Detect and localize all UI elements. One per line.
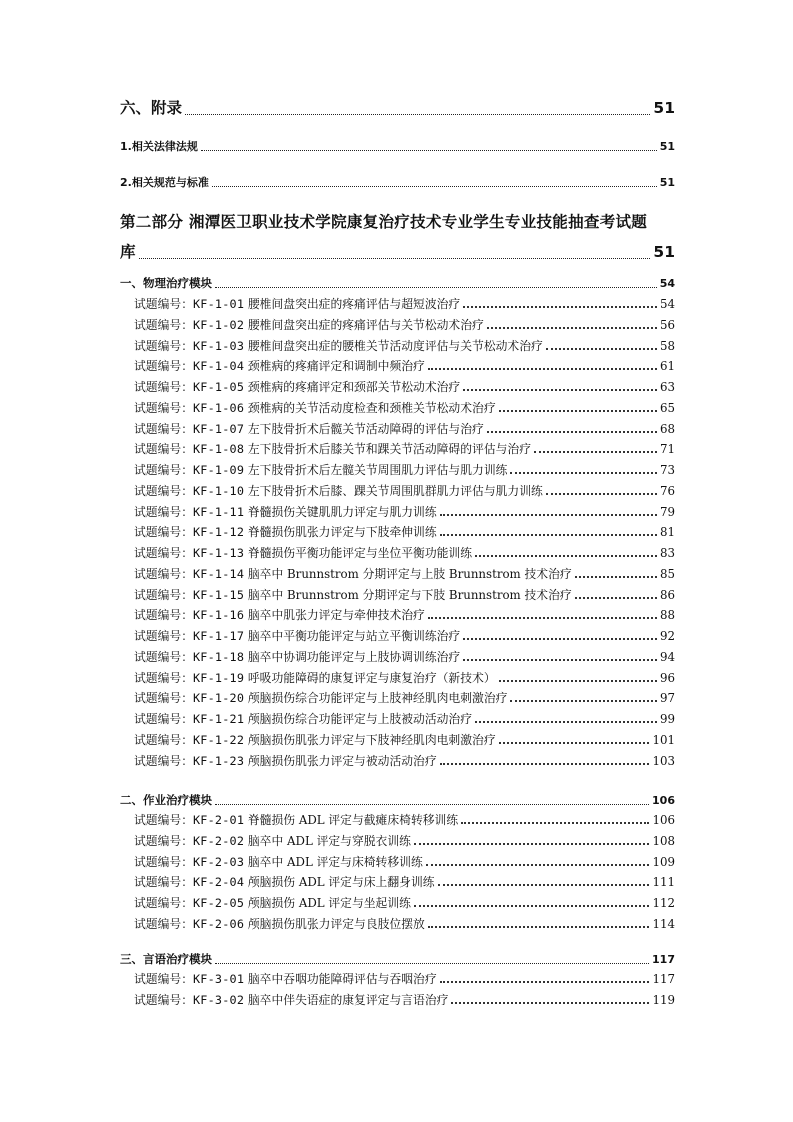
toc-item-text <box>134 337 543 354</box>
toc-item-prefix: 试题编号： <box>134 813 193 827</box>
dot-leader <box>461 822 649 824</box>
toc-item-text <box>134 669 496 686</box>
toc-item-code: KF-2-01 <box>193 813 245 827</box>
toc-item-prefix: 试题编号： <box>134 753 193 768</box>
toc-item-code: KF-2-02 <box>193 833 245 848</box>
toc-item-page: 119 <box>652 992 675 1007</box>
dot-leader <box>215 963 649 964</box>
toc-item-page: 106 <box>652 813 675 827</box>
toc-item-prefix: 试题编号： <box>134 629 193 643</box>
toc-item-code: KF-1-01 <box>193 297 245 311</box>
toc-item-page: 109 <box>652 854 675 869</box>
toc-item-kf-1-11[interactable] <box>134 503 675 520</box>
toc-item-text <box>134 853 423 870</box>
toc-item-prefix: 试题编号： <box>134 972 193 986</box>
toc-item-prefix: 试题编号： <box>134 670 193 685</box>
toc-item-label: 脊髓损伤 ADL 评定与截瘫床椅转移训练 <box>247 813 459 827</box>
toc-item-kf-1-22[interactable] <box>134 731 675 748</box>
toc-entry-appendix-1[interactable] <box>120 138 675 154</box>
toc-item-prefix: 试题编号： <box>134 712 193 726</box>
toc-item-prefix: 试题编号： <box>134 608 193 623</box>
toc-item-page: 86 <box>659 587 675 602</box>
toc-item-label: 脑卒中 Brunnstrom 分期评定与下肢 Brunnstrom 技术治疗 <box>247 587 572 602</box>
toc-item-page: 96 <box>659 670 675 685</box>
toc-entry-page: 106 <box>652 794 675 807</box>
toc-module-title: 二、作业治疗模块 <box>120 793 212 807</box>
toc-item-page: 61 <box>659 359 675 374</box>
toc-item-label: 腰椎间盘突出症的腰椎关节活动度评估与关节松动术治疗 <box>247 338 543 353</box>
toc-item-kf-2-06[interactable] <box>134 915 675 932</box>
toc-item-kf-1-05[interactable] <box>134 378 675 395</box>
toc-item-text <box>134 586 572 603</box>
toc-item-kf-1-20[interactable] <box>134 689 675 706</box>
toc-item-kf-1-19[interactable] <box>134 669 675 686</box>
toc-item-code: KF-2-03 <box>193 854 245 869</box>
toc-item-label: 左下肢骨折术后膝、踝关节周围肌群肌力评估与肌力训练 <box>247 483 543 498</box>
toc-item-kf-1-13[interactable] <box>134 544 675 561</box>
toc-entry-page: 51 <box>653 99 675 117</box>
toc-item-kf-1-02[interactable] <box>134 316 675 333</box>
toc-item-kf-1-18[interactable] <box>134 648 675 665</box>
toc-item-text <box>134 523 437 540</box>
dot-leader <box>414 905 650 907</box>
dot-leader <box>440 534 657 536</box>
toc-item-text <box>134 399 496 416</box>
part2-title-line2: 库 <box>120 243 136 261</box>
dot-leader <box>499 680 657 682</box>
dot-leader <box>546 493 657 495</box>
toc-entry-page: 51 <box>653 243 675 261</box>
toc-item-page: 111 <box>652 875 675 890</box>
dot-leader <box>475 721 657 723</box>
toc-item-prefix: 试题编号： <box>134 992 193 1007</box>
toc-item-kf-2-01[interactable] <box>134 811 675 828</box>
toc-item-page: 97 <box>659 691 675 706</box>
toc-item-text <box>134 316 484 333</box>
dot-leader <box>510 472 657 474</box>
toc-item-prefix: 试题编号： <box>134 525 193 540</box>
toc-item-page: 94 <box>659 649 675 664</box>
toc-entry-label: 1.相关法律法规 <box>120 140 198 153</box>
toc-item-prefix: 试题编号： <box>134 896 193 910</box>
toc-item-code: KF-1-10 <box>193 483 245 498</box>
toc-item-page: 76 <box>659 483 675 498</box>
toc-item-kf-1-14[interactable] <box>134 565 675 582</box>
toc-item-text <box>134 544 472 561</box>
toc-item-prefix: 试题编号： <box>134 317 193 332</box>
toc-item-label: 脊髓损伤关键肌肌力评定与肌力训练 <box>247 504 437 519</box>
dot-leader <box>534 451 657 453</box>
toc-item-kf-3-01[interactable] <box>134 970 675 987</box>
toc-item-code: KF-1-11 <box>193 504 245 519</box>
toc-item-text <box>134 440 531 457</box>
toc-item-prefix: 试题编号： <box>134 297 193 311</box>
toc-item-prefix: 试题编号： <box>134 338 193 353</box>
toc-item-prefix: 试题编号： <box>134 421 193 436</box>
dot-leader <box>185 114 650 115</box>
toc-item-label: 脑卒中肌张力评定与牵伸技术治疗 <box>247 608 425 623</box>
toc-item-code: KF-1-23 <box>193 753 245 768</box>
toc-item-code: KF-1-16 <box>193 608 245 623</box>
toc-item-code: KF-1-08 <box>193 442 245 457</box>
toc-item-prefix: 试题编号： <box>134 854 193 869</box>
dot-leader <box>428 926 650 928</box>
toc-item-page: 85 <box>659 566 675 581</box>
toc-item-text <box>134 811 458 828</box>
toc-item-page: 54 <box>659 297 675 311</box>
toc-item-code: KF-1-12 <box>193 525 245 540</box>
toc-item-text <box>134 731 496 748</box>
toc-item-text <box>134 565 572 582</box>
toc-item-label: 颅脑损伤综合功能评定与上肢神经肌肉电刺激治疗 <box>247 691 508 706</box>
toc-item-page: 117 <box>652 972 675 986</box>
dot-leader <box>451 1002 649 1004</box>
toc-item-label: 颈椎病的关节活动度检查和颈椎关节松动术治疗 <box>247 400 496 415</box>
toc-item-label: 脑卒中 ADL 评定与穿脱衣训练 <box>247 833 411 848</box>
toc-item-page: 112 <box>652 896 675 910</box>
toc-item-code: KF-1-15 <box>193 587 245 602</box>
toc-item-prefix: 试题编号： <box>134 380 193 394</box>
toc-item-kf-1-07[interactable] <box>134 420 675 437</box>
toc-item-label: 腰椎间盘突出症的疼痛评估与关节松动术治疗 <box>247 317 484 332</box>
toc-item-code: KF-1-03 <box>193 338 245 353</box>
toc-item-text <box>134 689 507 706</box>
toc-item-label: 脑卒中 Brunnstrom 分期评定与上肢 Brunnstrom 技术治疗 <box>247 566 572 581</box>
toc-item-kf-1-12[interactable] <box>134 523 675 540</box>
toc-item-code: KF-1-04 <box>193 359 245 374</box>
toc-item-text <box>134 606 425 623</box>
dot-leader <box>215 804 649 805</box>
toc-item-kf-2-04[interactable] <box>134 873 675 890</box>
toc-item-page: 83 <box>659 546 675 560</box>
toc-item-text <box>134 378 460 395</box>
toc-item-kf-1-03[interactable] <box>134 337 675 354</box>
dot-leader <box>215 287 657 288</box>
toc-item-text <box>134 832 411 849</box>
toc-item-code: KF-1-02 <box>193 317 245 332</box>
toc-entry-page: 51 <box>659 176 675 189</box>
toc-item-code: KF-3-01 <box>193 972 245 986</box>
toc-item-label: 脑卒中平衡功能评定与站立平衡训练治疗 <box>247 629 461 643</box>
dot-leader <box>428 368 657 370</box>
toc-item-page: 56 <box>659 317 675 332</box>
dot-leader <box>201 150 657 151</box>
part2-title-line2-row <box>120 240 675 262</box>
toc-item-code: KF-1-19 <box>193 670 245 685</box>
toc-entry-label: 六、附录 <box>120 99 183 117</box>
toc-item-kf-3-02[interactable] <box>134 991 675 1008</box>
toc-item-code: KF-1-18 <box>193 649 245 664</box>
toc-module-title: 一、物理治疗模块 <box>120 276 212 290</box>
toc-item-label: 脑卒中伴失语症的康复评定与言语治疗 <box>247 992 449 1007</box>
toc-item-page: 103 <box>652 753 675 768</box>
toc-item-label: 脊髓损伤肌张力评定与下肢牵伸训练 <box>247 525 437 540</box>
dot-leader <box>414 843 650 845</box>
dot-leader <box>463 659 657 661</box>
toc-item-code: KF-2-06 <box>193 916 245 931</box>
toc-item-code: KF-1-22 <box>193 732 245 747</box>
dot-leader <box>575 597 657 599</box>
toc-item-label: 颅脑损伤 ADL 评定与床上翻身训练 <box>247 875 435 890</box>
toc-item-page: 73 <box>659 463 675 477</box>
toc-item-prefix: 试题编号： <box>134 587 193 602</box>
toc-item-code: KF-1-21 <box>193 712 245 726</box>
dot-leader <box>475 555 657 557</box>
toc-item-kf-1-21[interactable] <box>134 710 675 727</box>
dot-leader <box>139 258 651 259</box>
dot-leader <box>212 186 657 187</box>
dot-leader <box>499 742 650 744</box>
toc-item-page: 68 <box>659 421 675 436</box>
dot-leader <box>487 431 657 433</box>
toc-item-prefix: 试题编号： <box>134 916 193 931</box>
toc-item-label: 脊髓损伤平衡功能评定与坐位平衡功能训练 <box>247 546 473 560</box>
toc-item-label: 左下肢骨折术后左髋关节周围肌力评估与肌力训练 <box>247 463 508 477</box>
toc-item-text <box>134 295 460 312</box>
toc-item-label: 颅脑损伤肌张力评定与被动活动治疗 <box>247 753 437 768</box>
toc-item-prefix: 试题编号： <box>134 833 193 848</box>
toc-item-prefix: 试题编号： <box>134 732 193 747</box>
toc-module-speech-therapy[interactable] <box>120 951 675 967</box>
toc-item-kf-1-09[interactable] <box>134 461 675 478</box>
toc-entry-label: 2.相关规范与标准 <box>120 176 209 189</box>
toc-item-text <box>134 894 411 911</box>
toc-item-kf-1-15[interactable] <box>134 586 675 603</box>
toc-item-text <box>134 420 484 437</box>
toc-item-code: KF-1-13 <box>193 546 245 560</box>
dot-leader <box>438 884 650 886</box>
toc-item-text <box>134 503 437 520</box>
toc-item-page: 63 <box>659 380 675 394</box>
dot-leader <box>463 389 657 391</box>
toc-entry-page: 51 <box>659 140 675 153</box>
dot-leader <box>440 981 650 983</box>
toc-item-page: 79 <box>659 504 675 519</box>
dot-leader <box>440 514 657 516</box>
dot-leader <box>463 638 657 640</box>
toc-item-label: 颅脑损伤 ADL 评定与坐起训练 <box>247 896 411 910</box>
toc-item-page: 58 <box>659 338 675 353</box>
toc-item-page: 88 <box>659 608 675 623</box>
toc-item-text <box>134 752 437 769</box>
toc-module-physical-therapy[interactable] <box>120 275 675 291</box>
toc-item-prefix: 试题编号： <box>134 400 193 415</box>
dot-leader <box>575 576 657 578</box>
dot-leader <box>426 864 650 866</box>
toc-item-label: 左下肢骨折术后髋关节活动障碍的评估与治疗 <box>247 421 484 436</box>
toc-item-kf-1-08[interactable] <box>134 440 675 457</box>
toc-item-text <box>134 970 437 987</box>
toc-item-prefix: 试题编号： <box>134 504 193 519</box>
dot-leader <box>546 348 657 350</box>
toc-item-kf-2-02[interactable] <box>134 832 675 849</box>
toc-item-prefix: 试题编号： <box>134 463 193 477</box>
toc-item-label: 腰椎间盘突出症的疼痛评估与超短波治疗 <box>247 297 461 311</box>
toc-item-page: 114 <box>652 916 675 931</box>
toc-item-text <box>134 627 460 644</box>
toc-item-kf-2-05[interactable] <box>134 894 675 911</box>
toc-item-prefix: 试题编号： <box>134 566 193 581</box>
toc-item-prefix: 试题编号： <box>134 691 193 706</box>
toc-item-text <box>134 991 448 1008</box>
toc-item-code: KF-1-06 <box>193 400 245 415</box>
toc-item-label: 颅脑损伤综合功能评定与上肢被动活动治疗 <box>247 712 473 726</box>
toc-item-label: 颈椎病的疼痛评定和颈部关节松动术治疗 <box>247 380 461 394</box>
toc-item-label: 颅脑损伤肌张力评定与良肢位摆放 <box>247 916 425 931</box>
toc-item-text <box>134 482 543 499</box>
toc-item-prefix: 试题编号： <box>134 546 193 560</box>
toc-item-kf-1-10[interactable] <box>134 482 675 499</box>
dot-leader <box>428 617 657 619</box>
toc-item-label: 呼吸功能障碍的康复评定与康复治疗（新技术） <box>247 670 496 685</box>
dot-leader <box>499 410 657 412</box>
toc-item-text <box>134 461 507 478</box>
toc-item-label: 脑卒中吞咽功能障碍评估与吞咽治疗 <box>247 972 437 986</box>
dot-leader <box>440 763 650 765</box>
toc-item-page: 99 <box>659 712 675 726</box>
toc-item-label: 脑卒中 ADL 评定与床椅转移训练 <box>247 854 423 869</box>
toc-item-code: KF-2-04 <box>193 875 245 890</box>
dot-leader <box>487 327 657 329</box>
toc-item-text <box>134 873 435 890</box>
toc-item-kf-1-04[interactable] <box>134 357 675 374</box>
toc-module-title: 三、言语治疗模块 <box>120 952 212 966</box>
toc-item-code: KF-1-07 <box>193 421 245 436</box>
toc-entry-page: 54 <box>659 277 675 290</box>
toc-item-label: 颈椎病的疼痛评定和调制中频治疗 <box>247 359 425 374</box>
toc-item-label: 左下肢骨折术后膝关节和踝关节活动障碍的评估与治疗 <box>247 442 532 457</box>
toc-item-text <box>134 915 425 932</box>
toc-item-page: 71 <box>659 442 675 457</box>
toc-item-code: KF-1-09 <box>193 463 245 477</box>
toc-item-code: KF-1-05 <box>193 380 245 394</box>
toc-item-prefix: 试题编号： <box>134 649 193 664</box>
toc-item-code: KF-1-14 <box>193 566 245 581</box>
toc-item-prefix: 试题编号： <box>134 875 193 890</box>
toc-item-label: 颅脑损伤肌张力评定与下肢神经肌肉电刺激治疗 <box>247 732 496 747</box>
part2-title-line1: 第二部分 湘潭医卫职业技术学院康复治疗技术专业学生专业技能抽查考试题 <box>120 213 648 231</box>
toc-item-code: KF-3-02 <box>193 992 245 1007</box>
toc-item-kf-1-17[interactable] <box>134 627 675 644</box>
toc-item-prefix: 试题编号： <box>134 442 193 457</box>
toc-item-page: 92 <box>659 629 675 643</box>
toc-entry-appendix[interactable] <box>120 96 675 118</box>
toc-module-occupational-therapy[interactable] <box>120 792 675 808</box>
toc-item-text <box>134 648 460 665</box>
toc-item-page: 65 <box>659 400 675 415</box>
toc-entry-part2[interactable] <box>120 210 675 261</box>
toc-item-kf-1-16[interactable] <box>134 606 675 623</box>
dot-leader <box>510 700 657 702</box>
toc-item-text <box>134 710 472 727</box>
toc-item-kf-1-06[interactable] <box>134 399 675 416</box>
toc-item-kf-1-23[interactable] <box>134 752 675 769</box>
toc-item-kf-1-01[interactable] <box>134 295 675 312</box>
toc-item-code: KF-1-20 <box>193 691 245 706</box>
toc-item-prefix: 试题编号： <box>134 359 193 374</box>
toc-item-code: KF-2-05 <box>193 896 245 910</box>
toc-item-page: 108 <box>652 833 675 848</box>
toc-entry-page: 117 <box>652 953 675 966</box>
toc-item-text <box>134 357 425 374</box>
toc-item-kf-2-03[interactable] <box>134 853 675 870</box>
toc-entry-appendix-2[interactable] <box>120 174 675 190</box>
dot-leader <box>463 306 657 308</box>
toc-item-code: KF-1-17 <box>193 629 245 643</box>
toc-item-page: 101 <box>652 732 675 747</box>
toc-item-label: 脑卒中协调功能评定与上肢协调训练治疗 <box>247 649 461 664</box>
toc-item-prefix: 试题编号： <box>134 483 193 498</box>
toc-item-page: 81 <box>659 525 675 540</box>
